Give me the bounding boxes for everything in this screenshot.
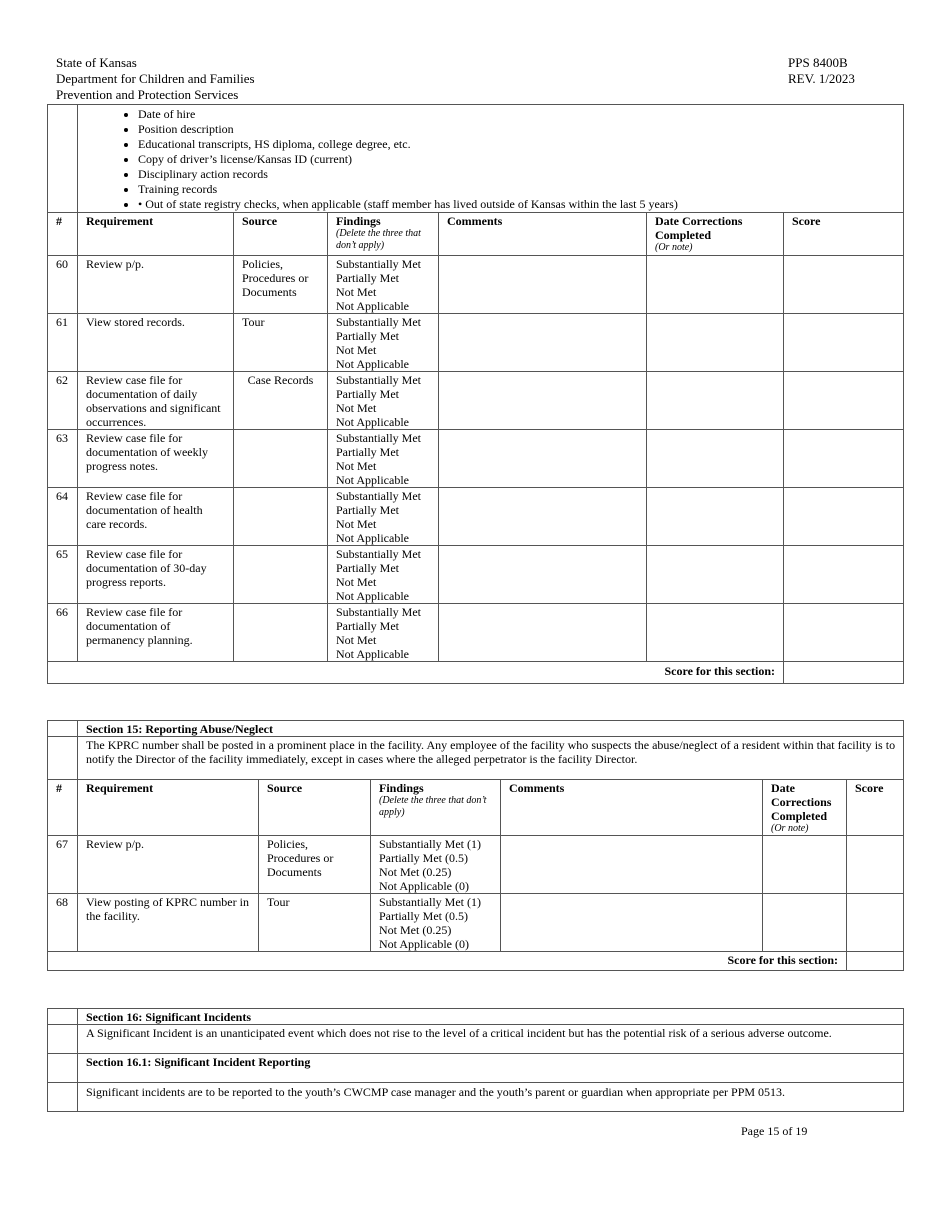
finding-option[interactable]: Substantially Met	[336, 257, 421, 271]
comments-cell[interactable]	[439, 256, 647, 314]
requirement-cell: Review case file for documentation of daily observations and significant occurrences.	[78, 372, 234, 430]
header-right	[788, 56, 855, 88]
list-item: • Date of hire	[138, 107, 903, 122]
header-state: State of Kansas	[56, 55, 137, 70]
col-findings: Findings (Delete the three that don’t apply)	[371, 780, 501, 836]
comments-cell[interactable]	[439, 430, 647, 488]
source-cell: Policies, Procedures or Documents	[259, 836, 371, 894]
comments-cell[interactable]	[501, 836, 763, 894]
comments-cell[interactable]	[439, 546, 647, 604]
finding-option[interactable]: Partially Met	[336, 445, 399, 459]
date-corrections-cell[interactable]	[647, 314, 784, 372]
table-row	[48, 604, 904, 662]
date-corrections-cell[interactable]	[647, 488, 784, 546]
list-item: • • Out of state registry checks, when applicable (staff member has lived outside of Kansas within the last 5 years)	[138, 197, 903, 212]
findings-note: (Delete the three that don’t apply)	[379, 795, 487, 818]
list-item: • Disciplinary action records	[138, 167, 903, 182]
row-number: 62	[48, 372, 78, 430]
date-corrections-cell[interactable]	[763, 894, 847, 952]
date-note: (Or note)	[655, 242, 693, 253]
findings-cell[interactable]	[328, 546, 439, 604]
score-cell[interactable]	[847, 836, 904, 894]
section-16-title: Section 16: Significant Incidents	[78, 1009, 904, 1025]
requirement-cell: View posting of KPRC number in the facility.	[78, 894, 259, 952]
findings-cell[interactable]	[328, 314, 439, 372]
row-number: 61	[48, 314, 78, 372]
table-row	[48, 256, 904, 314]
score-cell[interactable]	[847, 952, 904, 971]
comments-cell[interactable]	[439, 488, 647, 546]
table-row	[48, 372, 904, 430]
finding-option[interactable]: Not Met	[336, 401, 377, 415]
col-score: Score	[784, 213, 904, 256]
finding-option[interactable]: Not Applicable	[336, 299, 409, 313]
source-cell: Tour	[259, 894, 371, 952]
finding-option[interactable]: Not Applicable	[336, 589, 409, 603]
date-corrections-cell[interactable]	[647, 372, 784, 430]
finding-option[interactable]: Not Applicable	[336, 357, 409, 371]
findings-cell[interactable]	[328, 372, 439, 430]
section-16-1-text: Significant incidents are to be reported to the youth’s CWCMP case manager and the youth’s parent or guardian when appropriate per PPM 0513.	[78, 1083, 904, 1112]
findings-cell[interactable]	[328, 256, 439, 314]
score-cell[interactable]	[784, 546, 904, 604]
score-cell[interactable]	[784, 314, 904, 372]
section-16-table	[47, 1008, 904, 1112]
source-cell	[234, 546, 328, 604]
list-item: • Educational transcripts, HS diploma, college degree, etc.	[138, 137, 903, 152]
finding-option[interactable]: Not Met	[336, 633, 377, 647]
form-number: PPS 8400B	[788, 55, 848, 70]
score-label: Score for this section:	[48, 662, 784, 684]
col-comments: Comments	[501, 780, 763, 836]
finding-option[interactable]: Substantially Met	[336, 315, 421, 329]
findings-note: (Delete the three that don’t apply)	[336, 228, 421, 251]
section-15-table	[47, 720, 904, 971]
finding-option[interactable]: Not Met (0.25)	[379, 865, 452, 879]
row-number: 65	[48, 546, 78, 604]
col-source: Source	[259, 780, 371, 836]
finding-option[interactable]: Substantially Met	[336, 605, 421, 619]
score-cell[interactable]	[784, 430, 904, 488]
finding-option[interactable]: Partially Met	[336, 503, 399, 517]
score-cell[interactable]	[784, 256, 904, 314]
finding-option[interactable]: Not Applicable (0)	[379, 879, 469, 893]
date-corrections-cell[interactable]	[763, 836, 847, 894]
score-row	[48, 662, 904, 684]
requirement-cell: Review p/p.	[78, 836, 259, 894]
section-16-1-title: Section 16.1: Significant Incident Reporting	[78, 1054, 904, 1083]
col-num: #	[48, 780, 78, 836]
revision-date: REV. 1/2023	[788, 71, 855, 86]
source-cell: Policies, Procedures or Documents	[234, 256, 328, 314]
table-row	[48, 430, 904, 488]
finding-option[interactable]: Partially Met	[336, 329, 399, 343]
finding-option[interactable]: Partially Met (0.5)	[379, 851, 468, 865]
row-number: 67	[48, 836, 78, 894]
date-corrections-cell[interactable]	[647, 546, 784, 604]
source-cell	[234, 488, 328, 546]
section-14-table	[47, 104, 904, 684]
row-number: 64	[48, 488, 78, 546]
col-requirement: Requirement	[78, 780, 259, 836]
table-row	[48, 314, 904, 372]
page-number: Page 15 of 19	[741, 1124, 808, 1138]
row-number: 63	[48, 430, 78, 488]
source-cell	[234, 604, 328, 662]
col-requirement: Requirement	[78, 213, 234, 256]
col-score: Score	[847, 780, 904, 836]
finding-option[interactable]: Partially Met (0.5)	[379, 909, 468, 923]
requirement-cell: Review p/p.	[78, 256, 234, 314]
comments-cell[interactable]	[501, 894, 763, 952]
requirement-cell: Review case file for documentation of weekly progress notes.	[78, 430, 234, 488]
section-15-title: Section 15: Reporting Abuse/Neglect	[78, 721, 904, 737]
comments-cell[interactable]	[439, 604, 647, 662]
finding-option[interactable]: Not Applicable	[336, 531, 409, 545]
finding-option[interactable]: Partially Met	[336, 561, 399, 575]
column-header-row	[48, 780, 904, 836]
finding-option[interactable]: Partially Met	[336, 387, 399, 401]
finding-option[interactable]: Substantially Met	[336, 489, 421, 503]
row-number: 68	[48, 894, 78, 952]
table-row	[48, 894, 904, 952]
finding-option[interactable]: Not Met	[336, 343, 377, 357]
col-source: Source	[234, 213, 328, 256]
col-num: #	[48, 213, 78, 256]
records-bullet-list	[78, 107, 903, 212]
section-16-text: A Significant Incident is an unanticipated event which does not rise to the level of a critical incident but has the potential risk of a serious adverse outcome.	[78, 1025, 904, 1054]
list-item: • Position description	[138, 122, 903, 137]
date-corrections-cell[interactable]	[647, 256, 784, 314]
finding-option[interactable]: Substantially Met (1)	[379, 837, 481, 851]
source-cell	[234, 430, 328, 488]
header-division: Prevention and Protection Services	[56, 87, 239, 102]
row-number: 66	[48, 604, 78, 662]
comments-cell[interactable]	[439, 314, 647, 372]
score-label: Score for this section:	[48, 952, 847, 971]
col-date: Date Corrections Completed (Or note)	[647, 213, 784, 256]
finding-option[interactable]: Not Met	[336, 285, 377, 299]
list-item: • Training records	[138, 182, 903, 197]
requirement-cell: Review case file for documentation of health care records.	[78, 488, 234, 546]
comments-cell[interactable]	[439, 372, 647, 430]
findings-cell[interactable]	[328, 430, 439, 488]
finding-option[interactable]: Not Applicable (0)	[379, 937, 469, 951]
header-left	[56, 56, 255, 104]
findings-cell[interactable]	[371, 836, 501, 894]
score-row	[48, 952, 904, 971]
requirement-cell: View stored records.	[78, 314, 234, 372]
findings-cell[interactable]	[371, 894, 501, 952]
requirement-cell: Review case file for documentation of 30-day progress reports.	[78, 546, 234, 604]
col-date: Date Corrections Completed (Or note)	[763, 780, 847, 836]
header-department: Department for Children and Families	[56, 71, 255, 86]
finding-option[interactable]: Not Applicable	[336, 647, 409, 661]
section-15-text: The KPRC number shall be posted in a prominent place in the facility. Any employee of the facility who suspects the abuse/neglect of a resident within that facility is to notify the Director of the facility immediately, except in cases where the alleged perpetrator is the facility Director.	[78, 737, 904, 780]
score-cell[interactable]	[784, 604, 904, 662]
finding-option[interactable]: Not Met	[336, 575, 377, 589]
finding-option[interactable]: Substantially Met	[336, 373, 421, 387]
col-comments: Comments	[439, 213, 647, 256]
findings-cell[interactable]	[328, 488, 439, 546]
list-item: • Copy of driver’s license/Kansas ID (current)	[138, 152, 903, 167]
finding-option[interactable]: Partially Met	[336, 271, 399, 285]
findings-cell[interactable]	[328, 604, 439, 662]
finding-option[interactable]: Not Met	[336, 459, 377, 473]
date-note: (Or note)	[771, 823, 809, 834]
finding-option[interactable]: Not Met (0.25)	[379, 923, 452, 937]
score-cell[interactable]	[784, 372, 904, 430]
date-corrections-cell[interactable]	[647, 604, 784, 662]
finding-option[interactable]: Partially Met	[336, 619, 399, 633]
column-header-row	[48, 213, 904, 256]
table-row	[48, 488, 904, 546]
finding-option[interactable]: Not Applicable	[336, 415, 409, 429]
source-cell: Tour	[234, 314, 328, 372]
finding-option[interactable]: Substantially Met (1)	[379, 895, 481, 909]
finding-option[interactable]: Not Met	[336, 517, 377, 531]
row-number: 60	[48, 256, 78, 314]
finding-option[interactable]: Substantially Met	[336, 431, 421, 445]
score-cell[interactable]	[784, 662, 904, 684]
source-cell: Case Records	[234, 372, 328, 430]
table-row	[48, 836, 904, 894]
score-cell[interactable]	[847, 894, 904, 952]
table-row	[48, 546, 904, 604]
col-findings: Findings (Delete the three that don’t apply)	[328, 213, 439, 256]
finding-option[interactable]: Substantially Met	[336, 547, 421, 561]
date-corrections-cell[interactable]	[647, 430, 784, 488]
bullet-row	[48, 105, 904, 213]
finding-option[interactable]: Not Applicable	[336, 473, 409, 487]
score-cell[interactable]	[784, 488, 904, 546]
requirement-cell: Review case file for documentation of permanency planning.	[78, 604, 234, 662]
